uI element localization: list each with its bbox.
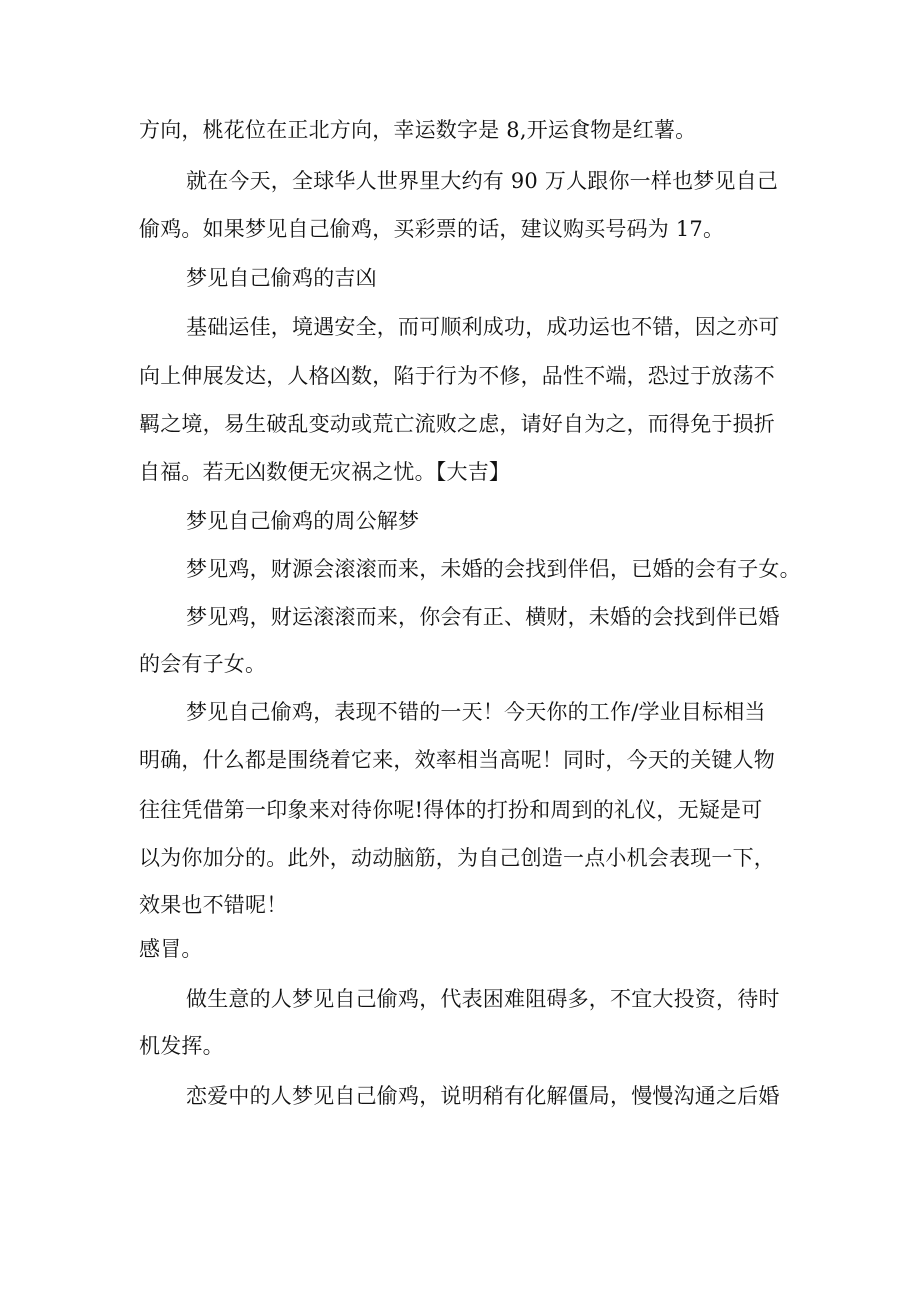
text-line-1: 方向，桃花位在正北方向，幸运数字是 8,开运食物是红薯。 [139,118,697,142]
text-line-21: 恋爱中的人梦见自己偷鸡，说明稍有化解僵局，慢慢沟通之后婚 [186,1084,780,1108]
text-line-17: 效果也不错呢！ [139,893,288,917]
text-line-6: 向上伸展发达，人格凶数，陷于行为不修，品性不端，恐过于放荡不 [139,364,775,388]
text-line-20: 机发挥。 [139,1034,224,1058]
section-heading-dream-interpretation: 梦见自己偷鸡的周公解梦 [186,509,420,533]
text-line-19: 做生意的人梦见自己偷鸡，代表困难阻碍多，不宜大投资，待时 [186,987,780,1011]
text-line-2: 就在今天，全球华人世界里大约有 90 万人跟你一样也梦见自己 [186,169,779,193]
text-line-11: 梦见鸡，财运滚滚而来，你会有正、横财，未婚的会找到伴已婚 [186,605,780,629]
section-heading-fortune: 梦见自己偷鸡的吉凶 [186,266,377,290]
text-line-16: 以为你加分的。此外，动动脑筋，为自己创造一点小机会表现一下， [139,846,775,870]
text-line-8: 自福。若无凶数便无灾祸之忧。【大吉】 [139,460,511,484]
text-line-10: 梦见鸡，财源会滚滚而来，未婚的会找到伴侣，已婚的会有子女。 [186,557,801,581]
text-line-7: 羁之境，易生破乱变动或荒亡流败之虑，请好自为之，而得免于损折 [139,412,775,436]
text-line-12: 的会有子女。 [139,652,267,676]
text-line-3: 偷鸡。如果梦见自己偷鸡，买彩票的话，建议购买号码为 17。 [139,217,725,241]
text-line-15: 往往凭借第一印象来对待你呢!得体的打扮和周到的礼仪，无疑是可 [139,798,763,822]
text-line-13: 梦见自己偷鸡，表现不错的一天！今天你的工作/学业目标相当 [186,700,766,724]
text-line-18: 感冒。 [139,937,203,961]
text-line-5: 基础运佳，境遇安全，而可顺利成功，成功运也不错，因之亦可 [186,315,780,339]
text-line-14: 明确，什么都是围绕着它来，效率相当高呢！同时，今天的关键人物 [139,748,775,772]
